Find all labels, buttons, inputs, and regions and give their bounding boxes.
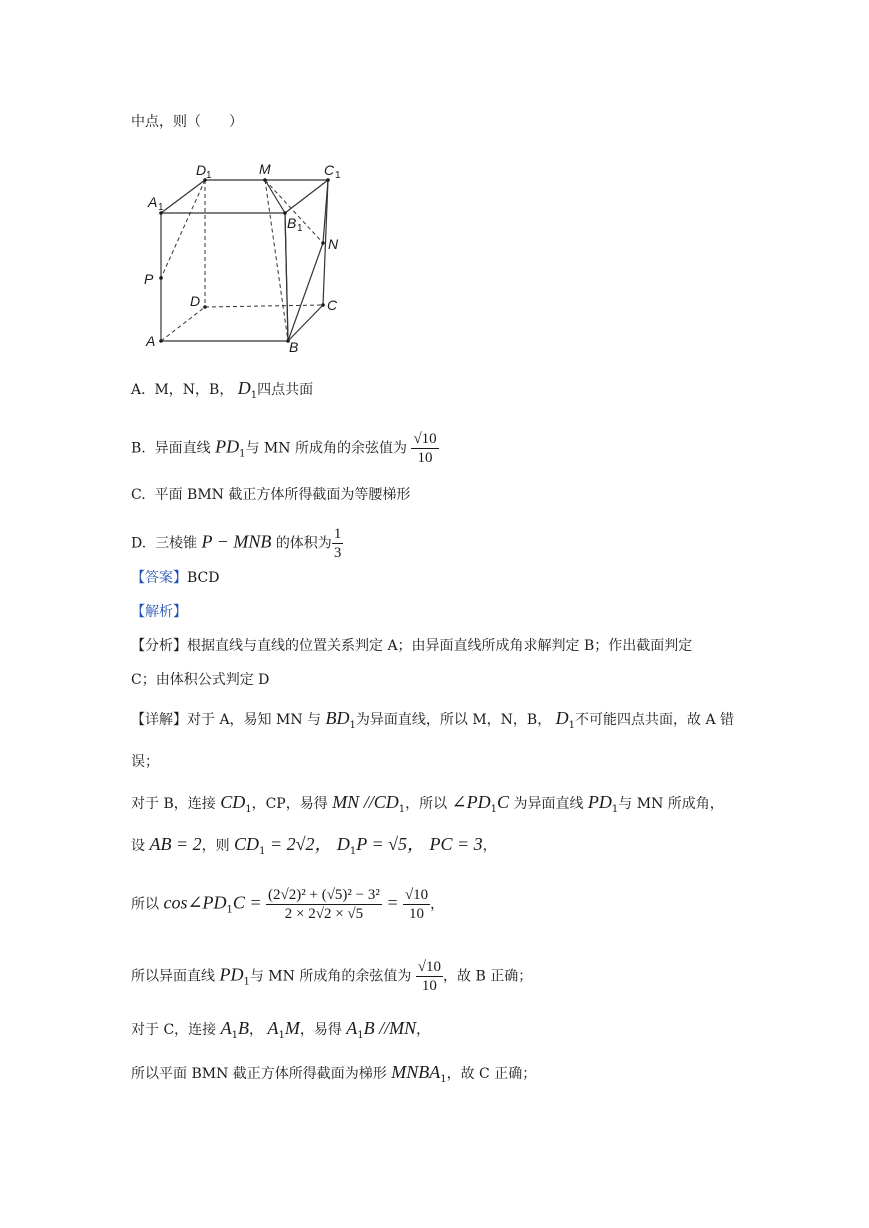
option-c xyxy=(131,485,410,505)
option-b-mid: 与 MN 所成角的余弦值为 xyxy=(245,440,407,457)
cos-result-fraction: $\frac{√10}{10}$ xyxy=(404,887,429,922)
option-b-pre: 异面直线 xyxy=(154,440,211,457)
cube-figure xyxy=(138,155,358,355)
option-b: B. 异面直线 $PD_1$与 MN 所成角的余弦值为 $\frac{√10}{10}$ xyxy=(131,431,437,466)
label-b: B xyxy=(289,339,299,355)
option-d xyxy=(131,525,343,562)
detail-b-line-4: 所以异面直线 $PD_1$与 MN 所成角的余弦值为 $\frac{√10}{10}$ ，故 B 正确； xyxy=(131,959,533,994)
label-c: C xyxy=(327,297,338,313)
option-a: A. M，N，B， $D_1$四点共面 xyxy=(131,378,314,401)
analysis-heading: 【解析】 xyxy=(131,604,187,620)
label-p: P xyxy=(144,271,154,287)
option-d-mid: 的体积为 xyxy=(275,535,332,552)
label-d1: D xyxy=(196,162,207,178)
label-a: A xyxy=(146,333,156,349)
option-c-letter: C. xyxy=(131,487,146,503)
option-b-letter: B. xyxy=(131,440,146,457)
option-d-expr: P − MNB xyxy=(201,531,272,552)
detail-c-line-1: 对于 C，连接 $A_1B$， $A_1M$，易得 $A_1B$ //MN， xyxy=(131,1018,431,1041)
detail-b-line-3: 所以 $\cos\angle PD_1C$ = $\frac{\text{(2√2)² + (√5)² − 3²}}{2 \times 2√2 \times √5}$ = $\frac{√10}{10}$ ， xyxy=(131,887,445,922)
fenxi-line-1: 【分析】根据直线与直线的位置关系判定 A；由异面直线所成角求解判定 B；作出截面判定 xyxy=(131,638,693,654)
detail-a-line-1: 【详解】对于 A，易知 MN 与 $BD_1$为异面直线，所以 M，N，B， $D_1$不可能四点共面，故 A 错 xyxy=(131,708,735,731)
detail-a-line-2: 误； xyxy=(131,754,159,770)
option-a-post: 四点共面 xyxy=(257,382,314,398)
fenxi-line-2: C；由体积公式判定 D xyxy=(131,672,270,688)
option-b-fraction: $\frac{√10}{10}$ xyxy=(413,431,437,466)
label-m: M xyxy=(259,161,271,177)
answer xyxy=(131,568,219,588)
label-b1: B xyxy=(287,215,297,231)
detail-c-line-2: 所以平面 BMN 截正方体所得截面为梯形 $MNBA_1$，故 C 正确； xyxy=(131,1062,537,1085)
label-d1-sub: 1 xyxy=(206,170,212,181)
option-c-text: 平面 BMN 截正方体所得截面为等腰梯形 xyxy=(154,487,411,503)
label-c1-sub: 1 xyxy=(335,170,341,181)
label-d: D xyxy=(190,293,201,309)
detail-tag: 【详解】 xyxy=(131,712,187,728)
answer-tag: 【答案】 xyxy=(131,570,187,586)
cos-fraction: $\frac{\text{(2√2)² + (√5)² − 3²}}{2 \times 2√2 \times √5}$ xyxy=(268,887,380,922)
answer-value: BCD xyxy=(187,570,220,586)
result-fraction: $\frac{√10}{10}$ xyxy=(417,959,442,994)
option-a-letter: A. xyxy=(131,382,146,398)
label-c1: C xyxy=(324,162,335,178)
label-a1-sub: 1 xyxy=(158,202,164,213)
option-d-letter: D. xyxy=(131,535,147,552)
detail-b-line-2: 设 AB = 2，则 $CD_1 = 2√2$， $D_1P = √5$， PC = 3， xyxy=(131,834,497,857)
detail-b-line-1: 对于 B，连接 $CD_1$，CP，易得 MN $//CD_1$，所以 $\angle PD_1C$ 为异面直线 $PD_1$与 MN 所成角， xyxy=(131,792,724,815)
option-d-fraction: $\frac{1}{3}$ xyxy=(333,526,342,561)
option-d-pre: 三棱锥 xyxy=(155,535,198,552)
label-b1-sub: 1 xyxy=(297,223,303,234)
option-b-pd1: PD xyxy=(215,436,240,457)
question-intro: 中点，则（ ） xyxy=(131,114,243,130)
label-n: N xyxy=(328,236,339,252)
option-a-pre: M，N，B， xyxy=(154,382,234,398)
fenxi-tag: 【分析】 xyxy=(131,638,187,654)
option-a-d1: D xyxy=(237,378,251,398)
label-a1: A xyxy=(148,194,158,210)
